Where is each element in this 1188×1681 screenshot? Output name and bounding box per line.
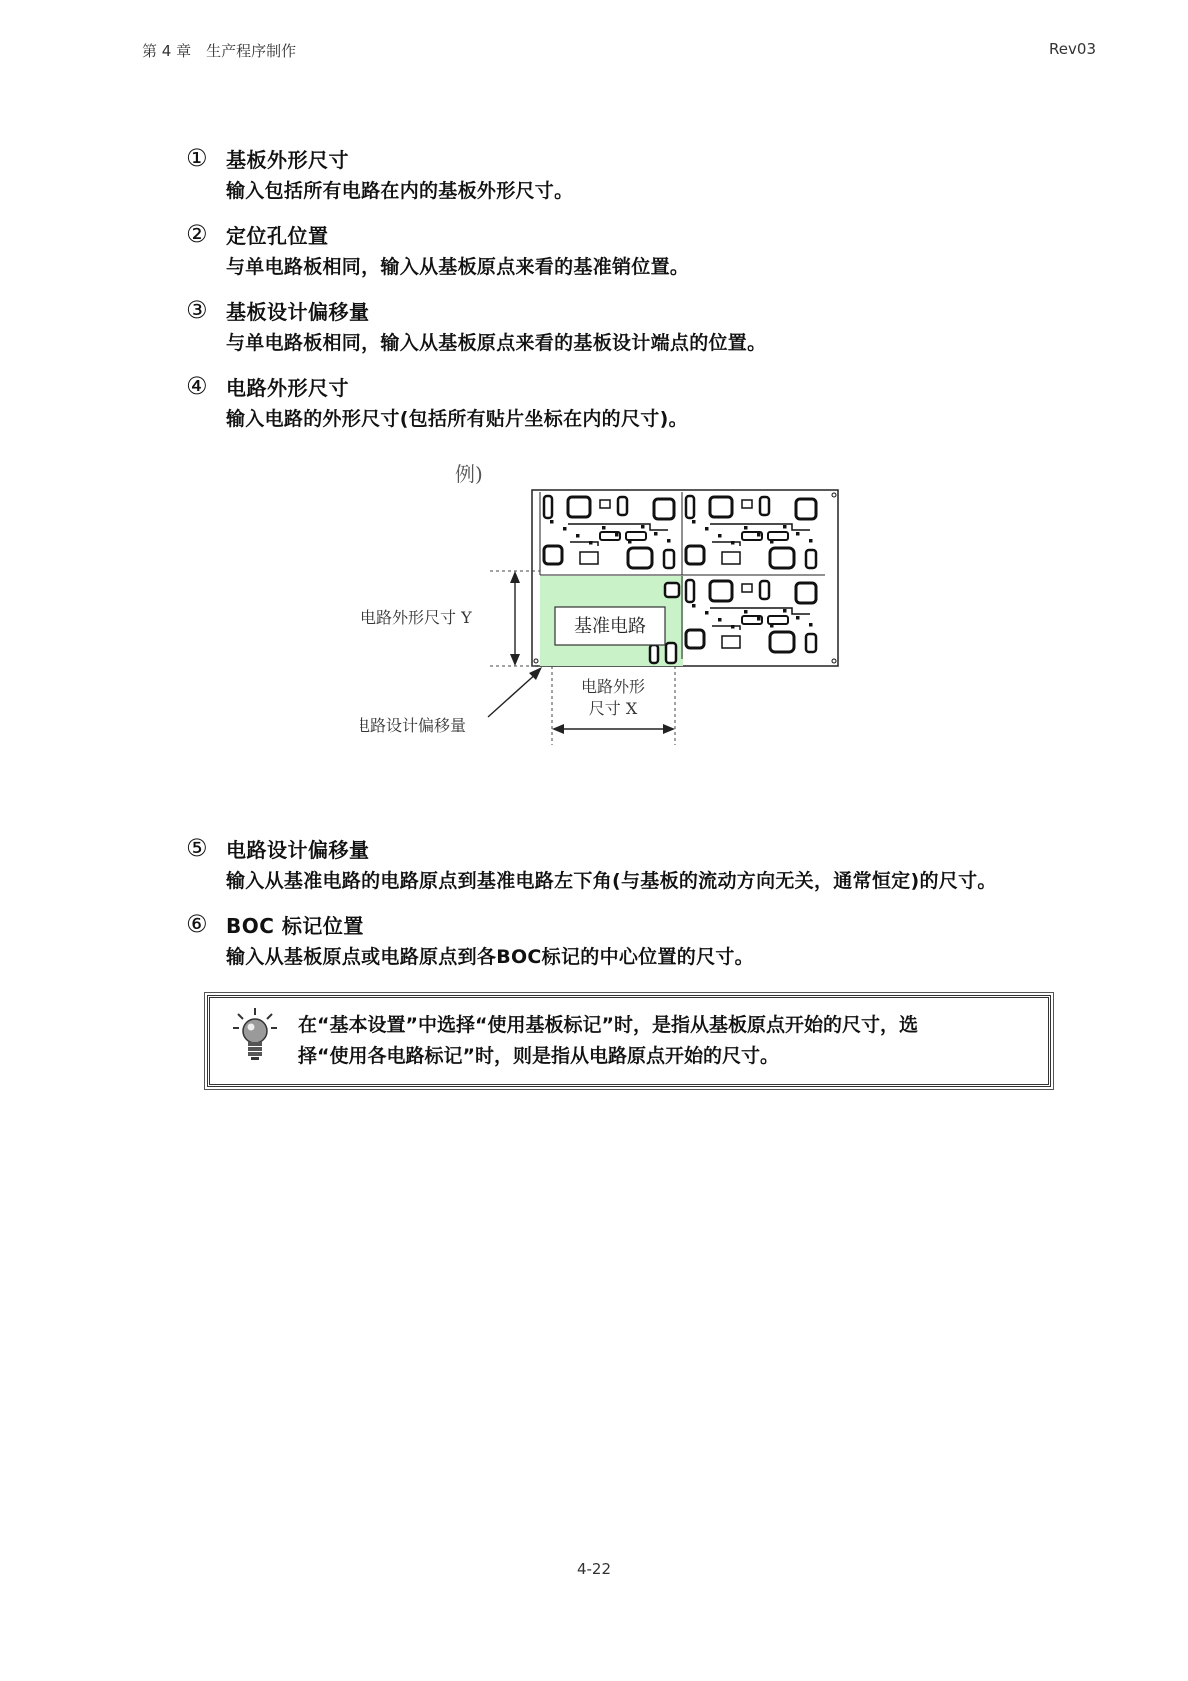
item-description: 输入包括所有电路在内的基板外形尺寸。 [226,180,574,202]
lightbulb-icon [232,1006,278,1066]
item-description: 与单电路板相同，输入从基板原点来看的基准销位置。 [226,256,690,278]
item-description: 输入电路的外形尺寸(包括所有贴片坐标在内的尺寸)。 [226,408,688,430]
item-title: 基板外形尺寸 [226,147,349,172]
example-label: 例) [455,462,483,486]
item-description: 与单电路板相同，输入从基板原点来看的基板设计端点的位置。 [226,332,767,354]
page-number: 4-22 [576,1560,612,1578]
item-number: ③ [186,296,208,324]
list-item [186,140,1086,210]
board-diagram [360,455,880,755]
tip-line-2: 择“使用各电路标记”时，则是指从电路原点开始的尺寸。 [298,1045,779,1067]
item-list-top [186,140,1086,444]
tip-box [207,995,1051,1087]
item-number: ⑥ [186,910,208,938]
tip-text [298,1010,1028,1072]
item-title: BOC 标记位置 [226,913,364,938]
item-title: 定位孔位置 [226,223,329,248]
item-description: 输入从基板原点或电路原点到各BOC标记的中心位置的尺寸。 [226,946,754,968]
height-dimension-label: 电路外形尺寸 Y [360,608,472,627]
revision-label: Rev03 [1049,40,1096,58]
item-title: 电路外形尺寸 [226,375,349,400]
item-number: ⑤ [186,834,208,862]
reference-circuit-label: 基准电路 [574,616,646,637]
width-dimension-label: 电路外形 [580,677,646,696]
item-title: 电路设计偏移量 [226,837,370,862]
item-number: ② [186,220,208,248]
item-title: 基板设计偏移量 [226,299,370,324]
offset-arrow [488,672,538,717]
chapter-header: 第 4 章 生产程序制作 [142,42,297,60]
width-dimension-label-2: 尺寸 X [588,699,638,718]
item-description: 输入从基准电路的电路原点到基准电路左下角(与基板的流动方向无关，通常恒定)的尺寸。 [226,870,997,892]
list-item [186,216,1086,286]
item-number: ④ [186,372,208,400]
list-item [186,368,1086,438]
item-number: ① [186,144,208,172]
tip-line-1: 在“基本设置”中选择“使用基板标记”时，是指从基板原点开始的尺寸，选 [298,1014,918,1036]
list-item [186,906,1086,976]
offset-label: 电路设计偏移量 [360,716,467,735]
list-item [186,830,1086,900]
list-item [186,292,1086,362]
item-list-bottom [186,830,1086,982]
